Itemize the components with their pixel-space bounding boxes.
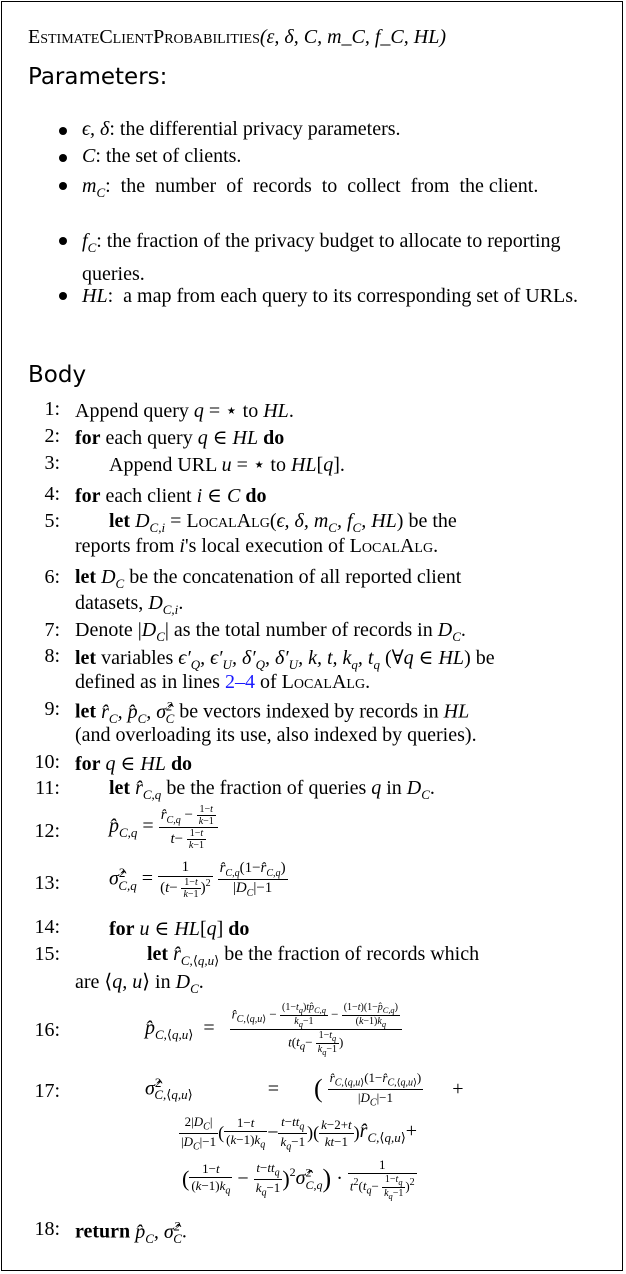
algo-line-12: $p̂_{C,q}$ = $r̂_{C,q}$ − $\frac{1-t}{k-1}$ t− $\frac{1-t}{k-1}$ xyxy=(109,804,218,851)
algo-line-17b: $\frac{2|D_C|}{|D_C|-1}$ ( $\frac{1-t}{(k-1)k_q}$ − $\frac{t-tt_q}{k_q-1}$ )( $\frac{k-2+t}{kt-1}$ )$r̂_{C,⟨q,u⟩}+$ xyxy=(181,1114,418,1153)
algo-line-11: let $r̂_{C,q}$ be the fraction of queries q in $D_C$. xyxy=(109,777,435,802)
body-heading: Body xyxy=(28,362,87,388)
algo-line-8a: let variables $\epsilon'_Q$, $\epsilon'_U$, $\delta'_Q$, $\delta'_U$, k, t, $k_q$, $t_q$ (∀q ∈ HL) be xyxy=(75,647,495,672)
algo-line-9b: (and overloading its use, also indexed by queries). xyxy=(75,724,477,746)
line-number: 10: xyxy=(34,751,60,773)
algo-line-18: return $p̂_C$, σ̂$^2_C$. xyxy=(75,1218,187,1246)
bullet-icon xyxy=(59,127,67,135)
line-number: 6: xyxy=(44,566,60,588)
algo-line-5b: reports from i's local execution of LocalAlg. xyxy=(75,535,439,557)
algo-line-17c: ( $\frac{1-t}{(k-1)k_q}$ − $\frac{t-tt_q}{k_q-1}$ )$^2$σ̂$^2_{C,q}$) · 1 $t^2(t_q-$ $\frac{1-t_q}{k_q-1}$ )$^2$ xyxy=(182,1157,415,1201)
param-item: C: the set of clients. xyxy=(82,145,242,167)
algo-line-13: σ̂$^2_{C,q}$ = 1 (t− $\frac{1-t}{k-1}$ )$^2$ $\frac{r̂_{C,q}(1-r̂_{C,q})}{|D_C|-1}$ xyxy=(109,859,286,900)
algo-line-15b: are ⟨q, u⟩ in $D_C$. xyxy=(75,971,204,996)
algo-line-10: for q ∈ HL do xyxy=(75,753,193,775)
bullet-icon xyxy=(59,237,67,245)
line-number: 18: xyxy=(34,1218,60,1240)
line-number: 7: xyxy=(44,619,60,641)
algo-line-16: $p̂_{C,⟨q,u⟩}$ = $r̂_{C,⟨q,u⟩}$ − $\frac{(1-t_q)tp̂_{C,q}}{k_q-1}$ − $\frac{(1-t)(1-p̂_{C,q})}{(k-1)k_q}$ $t(t_q-$ $\frac{1-t_q}{k_q-1}$ ) xyxy=(145,1002,402,1057)
line-number: 16: xyxy=(34,1019,60,1041)
param-item: ϵ, δ: the differential privacy parameters. xyxy=(82,118,401,140)
line-number: 8: xyxy=(44,645,60,667)
line-number: 2: xyxy=(44,425,60,447)
algo-line-2: for each query q ∈ HL do xyxy=(75,427,285,449)
line-number: 4: xyxy=(44,483,60,505)
line-number: 3: xyxy=(44,452,60,474)
param-item: $m_C$: the number of records to collect from the client. xyxy=(82,175,539,200)
param-item: HL: a map from each query to its corresponding set of URLs. xyxy=(82,285,579,307)
algo-line-7: Denote $|D_C|$ as the total number of records in $D_C$. xyxy=(75,619,466,644)
algorithm-box xyxy=(1,1,623,1271)
line-number: 15: xyxy=(34,943,60,965)
algo-line-14: for u ∈ HL[q] do xyxy=(109,918,250,940)
algo-line-9a: let $r̂_C$, $p̂_C$, σ̂$^2_C$ be vectors indexed by records in HL xyxy=(75,698,470,726)
line-number: 5: xyxy=(44,510,60,532)
algo-line-4: for each client i ∈ C do xyxy=(75,485,267,507)
bullet-icon xyxy=(59,292,67,300)
algo-line-15a: let $r̂_{C,⟨q,u⟩}$ be the fraction of records which xyxy=(147,943,480,968)
parameters-heading: Parameters: xyxy=(28,64,168,90)
bullet-icon xyxy=(59,154,67,162)
bullet-icon xyxy=(59,182,67,190)
line-number: 9: xyxy=(44,698,60,720)
line-number: 1: xyxy=(44,398,60,420)
line-ref-link[interactable]: 2 xyxy=(224,671,235,693)
algo-line-6b: datasets, $D_{C,i}$. xyxy=(75,592,184,617)
line-number: 14: xyxy=(34,916,60,938)
line-number: 11: xyxy=(35,777,60,799)
line-number: 13: xyxy=(34,872,60,894)
algo-line-5a: let $D_{C,i}$ = LocalAlg(ϵ, δ, $m_C$, $f_C$, HL) be the xyxy=(109,510,457,535)
algo-line-17a: σ̂$^2_{C,⟨q,u⟩}$ = ( $\frac{r̂_{C,⟨q,u⟩}(1-r̂_{C,⟨q,u⟩})}{|D_C|-1}$ + xyxy=(145,1070,464,1109)
line-number: 17: xyxy=(34,1080,60,1102)
algo-line-8b: defined as in lines 2–4 of LocalAlg. xyxy=(75,671,371,693)
param-item: $f_C$: the fraction of the privacy budget to allocate to reporting queries. xyxy=(82,230,561,285)
algorithm-title xyxy=(28,26,446,49)
line-number: 12: xyxy=(34,820,60,842)
algorithm-args: (ε, δ, C, m_C, f_C, HL) xyxy=(259,26,446,48)
algorithm-name: EstimateClientProbabilities xyxy=(28,26,260,48)
algo-line-1: Append query q = ⋆ to HL. xyxy=(75,400,294,422)
algo-line-3: Append URL u = ⋆ to HL[q]. xyxy=(109,454,345,476)
line-ref-link[interactable]: 4 xyxy=(244,671,255,693)
algo-line-6a: let $D_C$ be the concatenation of all reported client xyxy=(75,566,462,591)
